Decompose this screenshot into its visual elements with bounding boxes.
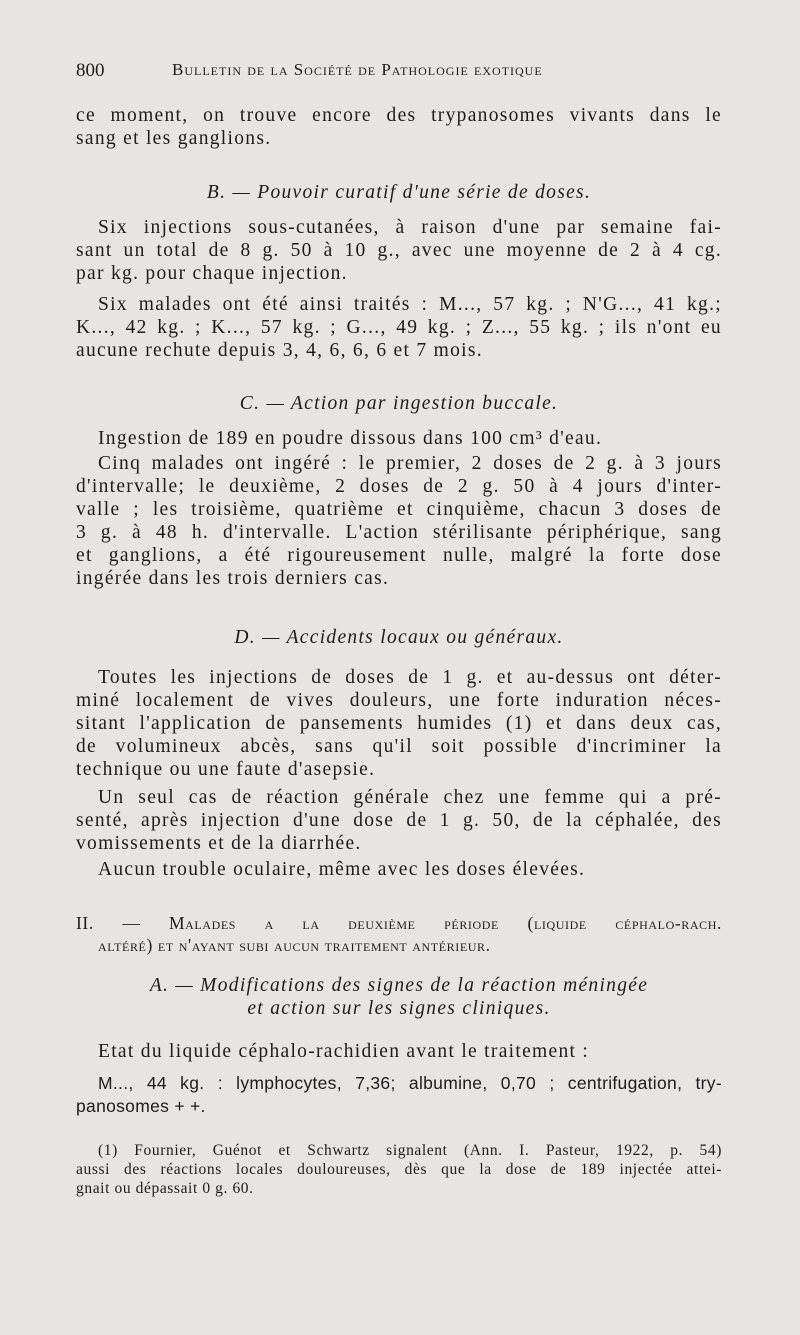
text-line: sant un total de 8 g. 50 à 10 g., avec une moyenne de 2 à 4 cg.	[76, 240, 722, 261]
intro-paragraph	[76, 104, 722, 150]
text-line: sang et les ganglions.	[76, 128, 272, 149]
text-line: d'intervalle; le deuxième, 2 doses de 2 g. 50 à 4 jours d'inter-	[76, 476, 722, 497]
text-line: K..., 42 kg. ; K..., 57 kg. ; G..., 49 kg. ; Z..., 55 kg. ; ils n'ont eu	[76, 317, 722, 338]
text-line: M..., 44 kg. : lymphocytes, 7,36; albumine, 0,70 ; centrifugation, try-	[98, 1073, 722, 1093]
text-line: 3 g. à 48 h. d'intervalle. L'action stérilisante périphérique, sang	[76, 522, 722, 543]
text-line: miné localement de vives douleurs, une forte induration néces-	[76, 690, 722, 711]
page-number: 800	[76, 60, 105, 81]
section-c-paragraph-1	[76, 427, 722, 450]
section-b-paragraph-1	[76, 216, 722, 285]
text-line: ingérée dans les trois derniers cas.	[76, 568, 390, 589]
section-d-paragraph-2	[76, 786, 722, 855]
section-d-paragraph-3	[76, 858, 722, 881]
heading-line: et action sur les signes cliniques.	[247, 998, 551, 1019]
text-line: sitant l'application de pansements humides (1) et dans deux cas,	[76, 713, 722, 734]
footnote-line: gnait ou dépassait 0 g. 60.	[76, 1180, 254, 1197]
section-d-paragraph-1	[76, 666, 722, 781]
heading-line: A. — Modifications des signes de la réaction méningée	[149, 975, 649, 996]
text-line: Toutes les injections de doses de 1 g. et au-dessus ont déter-	[98, 667, 722, 688]
heading-line: altéré) et n'ayant subi aucun traitement antérieur.	[98, 935, 491, 955]
page-header	[76, 60, 720, 84]
text-line: Six injections sous-cutanées, à raison d'une par semaine fai-	[98, 217, 722, 238]
section-c-paragraph-2	[76, 452, 722, 590]
text-line: de volumineux abcès, sans qu'il soit possible d'incriminer la	[76, 736, 722, 757]
text-line: Cinq malades ont ingéré : le premier, 2 doses de 2 g. à 3 jours	[98, 453, 722, 474]
footnote	[76, 1141, 722, 1198]
section-a-paragraph-2	[76, 1072, 722, 1118]
text-line: panosomes + +.	[76, 1096, 206, 1116]
text-line: senté, après injection d'une dose de 1 g. 50, de la céphalée, des	[76, 810, 722, 831]
text-line: technique ou une faute d'asepsie.	[76, 759, 376, 780]
text-line: Six malades ont été ainsi traités : M..., 57 kg. ; N'G..., 41 kg.;	[98, 294, 722, 315]
section-d-heading: D. — Accidents locaux ou généraux.	[234, 627, 564, 648]
section-ii-heading	[76, 912, 722, 956]
text-line: Un seul cas de réaction générale chez une femme qui a pré-	[98, 787, 722, 808]
footnote-line: (1) Fournier, Guénot et Schwartz signalent (Ann. I. Pasteur, 1922, p. 54)	[98, 1142, 722, 1159]
text-line: valle ; les troisième, quatrième et cinquième, chacun 3 doses de	[76, 499, 722, 520]
text-line: Aucun trouble oculaire, même avec les doses élevées.	[98, 859, 586, 880]
text-line: par kg. pour chaque injection.	[76, 263, 348, 284]
running-title: Bulletin de la Société de Pathologie exotique	[172, 60, 543, 79]
text-line: Etat du liquide céphalo-rachidien avant le traitement :	[98, 1041, 590, 1062]
text-line: et ganglions, a été rigoureusement nulle, malgré la forte dose	[76, 545, 722, 566]
section-c-heading: C. — Action par ingestion buccale.	[239, 393, 559, 414]
section-a-paragraph-1	[76, 1040, 722, 1063]
text-line: vomissements et de la diarrhée.	[76, 833, 362, 854]
heading-line: II. — Malades a la deuxième période (liquide céphalo-rach.	[76, 913, 722, 933]
footnote-line: aussi des réactions locales douloureuses, dès que la dose de 189 injectée attei-	[76, 1161, 722, 1178]
text-line: Ingestion de 189 en poudre dissous dans 100 cm³ d'eau.	[98, 428, 603, 449]
section-a-heading	[76, 974, 722, 1020]
section-b-heading: B. — Pouvoir curatif d'une série de doses.	[206, 182, 592, 203]
text-line: aucune rechute depuis 3, 4, 6, 6, 6 et 7 mois.	[76, 340, 483, 361]
section-b-paragraph-2	[76, 293, 722, 362]
text-line: ce moment, on trouve encore des trypanosomes vivants dans le	[76, 105, 722, 126]
